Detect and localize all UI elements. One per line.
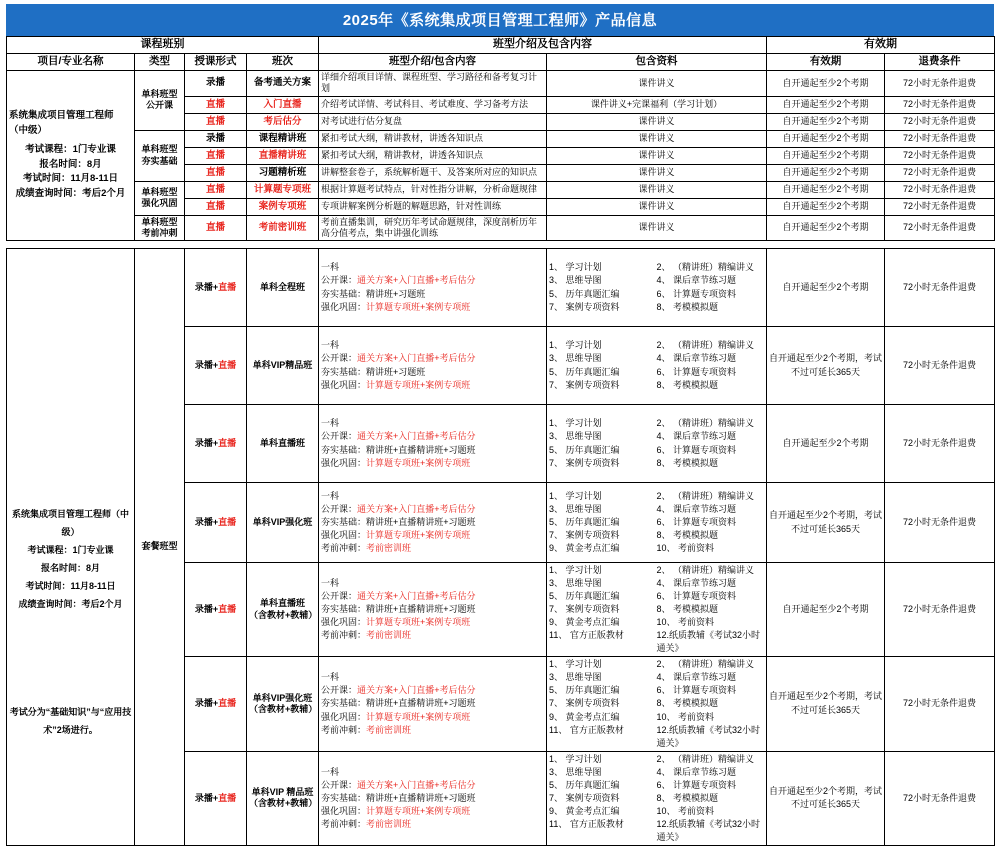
project-info-cell: 系统集成项目管理工程师（中级） 考试课程：1门专业课 报名时间：8月 考试时间：11月8-11日 成绩查询时间：考后2个月 (7, 71, 135, 241)
validity-cell: 自开通起至少2个考期 (767, 405, 885, 483)
materials-cell: 1、 学习计划 2、 （精讲班）精编讲义 3、 思维导图 4、 课后章节练习题 5、 历年真题汇编 6、 计算题专项资料 7、 案例专项资料 8、 考模模拟题 9、 黄金考点汇编 10、 考前资料 11、 官方正版教材 12.纸质教辅《考试32小时通关》 (547, 563, 767, 657)
class-name-cell: 考后估分 (247, 113, 319, 130)
refund-cell: 72小时无条件退费 (885, 198, 995, 215)
validity-cell: 自开通起至少2个考期 (767, 96, 885, 113)
class-name-cell: 考前密训班 (247, 215, 319, 241)
materials-cell: 1、 学习计划 2、 （精讲班）精编讲义 3、 思维导图 4、 课后章节练习题 5、 历年真题汇编 6、 计算题专项资料 7、 案例专项资料 8、 考模模拟题 (547, 405, 767, 483)
class-intro-cell: 紧扣考试大纲，精讲教材，讲透各知识点 (319, 130, 547, 147)
refund-cell: 72小时无条件退费 (885, 249, 995, 327)
materials-cell: 课件讲义 (547, 181, 767, 198)
validity-cell: 自开通起至少2个考期 (767, 71, 885, 97)
class-name-cell: 课程精讲班 (247, 130, 319, 147)
refund-cell: 72小时无条件退费 (885, 563, 995, 657)
class-name-cell: 单科直播班 （含教材+教辅） (247, 563, 319, 657)
class-intro-cell: 紧扣考试大纲，精讲教材，讲透各知识点 (319, 147, 547, 164)
teaching-mode-cell: 录播+直播 (185, 657, 247, 751)
class-name-cell: 单科VIP 精品班 （含教材+教辅） (247, 751, 319, 845)
col-project: 项目/专业名称 (7, 54, 135, 71)
teaching-mode-cell: 直播 (185, 113, 247, 130)
validity-cell: 自开通起至少2个考期 (767, 164, 885, 181)
class-name-cell: 计算题专项班 (247, 181, 319, 198)
refund-cell: 72小时无条件退费 (885, 130, 995, 147)
class-intro-cell: 一科 公开课：通关方案+入门直播+考后估分 夯实基础：精讲班+直播精讲班+习题班 强化巩固：计算题专项班+案例专项班 考前冲刺：考前密训班 (319, 657, 547, 751)
refund-cell: 72小时无条件退费 (885, 71, 995, 97)
teaching-mode-cell: 直播 (185, 96, 247, 113)
refund-cell: 72小时无条件退费 (885, 327, 995, 405)
refund-cell: 72小时无条件退费 (885, 483, 995, 563)
materials-cell: 课件讲义 (547, 198, 767, 215)
col-refund: 退费条件 (885, 54, 995, 71)
page-title: 2025年《系统集成项目管理工程师》产品信息 (6, 4, 994, 36)
class-name-cell: 单科全程班 (247, 249, 319, 327)
package-row (7, 249, 995, 327)
teaching-mode-cell: 直播 (185, 215, 247, 241)
class-name-cell: 案例专项班 (247, 198, 319, 215)
header-group-validity: 有效期 (767, 37, 995, 54)
teaching-mode-cell: 直播 (185, 181, 247, 198)
materials-cell: 1、 学习计划 2、 （精讲班）精编讲义 3、 思维导图 4、 课后章节练习题 5、 历年真题汇编 6、 计算题专项资料 7、 案例专项资料 8、 考模模拟题 9、 黄金考点汇编 10、 考前资料 (547, 483, 767, 563)
teaching-mode-cell: 录播 (185, 130, 247, 147)
validity-cell: 自开通起至少2个考期 (767, 563, 885, 657)
col-intro: 班型介绍/包含内容 (319, 54, 547, 71)
teaching-mode-cell: 录播+直播 (185, 405, 247, 483)
validity-cell: 自开通起至少2个考期 (767, 113, 885, 130)
validity-cell: 自开通起至少2个考期 (767, 215, 885, 241)
validity-cell: 自开通起至少2个考期，考试不过可延长365天 (767, 751, 885, 845)
teaching-mode-cell: 直播 (185, 164, 247, 181)
validity-cell: 自开通起至少2个考期 (767, 181, 885, 198)
class-intro-cell: 专项讲解案例分析题的解题思路，针对性训练 (319, 198, 547, 215)
single-course-table (6, 36, 995, 241)
package-type-cell: 套餐班型 (135, 249, 185, 846)
class-name-cell: 习题精析班 (247, 164, 319, 181)
class-intro-cell: 一科 公开课：通关方案+入门直播+考后估分 夯实基础：精讲班+习题班 强化巩固：计算题专项班+案例专项班 (319, 249, 547, 327)
package-project-info-cell: 系统集成项目管理工程师（中级） 考试课程：1门专业课 报名时间：8月 考试时间：11月8-11日 成绩查询时间：考后2个月 考试分为“基础知识”与“应用技术”2场进行。 (7, 249, 135, 846)
teaching-mode-cell: 录播+直播 (185, 483, 247, 563)
materials-cell: 1、 学习计划 2、 （精讲班）精编讲义 3、 思维导图 4、 课后章节练习题 5、 历年真题汇编 6、 计算题专项资料 7、 案例专项资料 8、 考模模拟题 (547, 249, 767, 327)
table-row (7, 215, 995, 241)
class-intro-cell: 一科 公开课：通关方案+入门直播+考后估分 夯实基础：精讲班+直播精讲班+习题班 强化巩固：计算题专项班+案例专项班 考前冲刺：考前密训班 (319, 563, 547, 657)
package-course-table (6, 248, 995, 846)
table-row (7, 181, 995, 198)
refund-cell: 72小时无条件退费 (885, 96, 995, 113)
class-name-cell: 单科VIP精品班 (247, 327, 319, 405)
header-group-course: 课程班别 (7, 37, 319, 54)
refund-cell: 72小时无条件退费 (885, 147, 995, 164)
validity-cell: 自开通起至少2个考期，考试不过可延长365天 (767, 657, 885, 751)
table-row (7, 71, 995, 97)
class-name-cell: 入门直播 (247, 96, 319, 113)
course-type-cell: 单科班型 强化巩固 (135, 181, 185, 215)
materials-cell: 课件讲义 (547, 215, 767, 241)
teaching-mode-cell: 录播+直播 (185, 751, 247, 845)
class-name-cell: 备考通关方案 (247, 71, 319, 97)
validity-cell: 自开通起至少2个考期 (767, 198, 885, 215)
class-name-cell: 单科VIP强化班 （含教材+教辅） (247, 657, 319, 751)
col-type: 类型 (135, 54, 185, 71)
materials-cell: 1、 学习计划 2、 （精讲班）精编讲义 3、 思维导图 4、 课后章节练习题 5、 历年真题汇编 6、 计算题专项资料 7、 案例专项资料 8、 考模模拟题 9、 黄金考点汇编 10、 考前资料 11、 官方正版教材 12.纸质教辅《考试32小时通关》 (547, 751, 767, 845)
header-col-row (7, 54, 995, 71)
class-intro-cell: 根据计算题考试特点，针对性指分讲解，分析命题规律 (319, 181, 547, 198)
materials-cell: 课件讲义 (547, 71, 767, 97)
course-type-cell: 单科班型 公开课 (135, 71, 185, 131)
col-class: 班次 (247, 54, 319, 71)
materials-cell: 1、 学习计划 2、 （精讲班）精编讲义 3、 思维导图 4、 课后章节练习题 5、 历年真题汇编 6、 计算题专项资料 7、 案例专项资料 8、 考模模拟题 9、 黄金考点汇编 10、 考前资料 11、 官方正版教材 12.纸质教辅《考试32小时通关》 (547, 657, 767, 751)
teaching-mode-cell: 直播 (185, 147, 247, 164)
refund-cell: 72小时无条件退费 (885, 181, 995, 198)
class-intro-cell: 详细介绍项目详情、课程班型、学习路径和备考复习计划 (319, 71, 547, 97)
teaching-mode-cell: 录播+直播 (185, 249, 247, 327)
refund-cell: 72小时无条件退费 (885, 657, 995, 751)
class-intro-cell: 讲解整套卷子，系统解析题干、及答案所对应的知识点 (319, 164, 547, 181)
col-mode: 授课形式 (185, 54, 247, 71)
refund-cell: 72小时无条件退费 (885, 113, 995, 130)
materials-cell: 课件讲义 (547, 130, 767, 147)
header-group-row (7, 37, 995, 54)
refund-cell: 72小时无条件退费 (885, 751, 995, 845)
materials-cell: 课件讲义 (547, 164, 767, 181)
table-row (7, 130, 995, 147)
col-valid: 有效期 (767, 54, 885, 71)
class-intro-cell: 介绍考试详情、考试科目、考试难度、学习备考方法 (319, 96, 547, 113)
class-name-cell: 单科VIP强化班 (247, 483, 319, 563)
validity-cell: 自开通起至少2个考期 (767, 249, 885, 327)
class-intro-cell: 一科 公开课：通关方案+入门直播+考后估分 夯实基础：精讲班+直播精讲班+习题班 强化巩固：计算题专项班+案例专项班 考前冲刺：考前密训班 (319, 483, 547, 563)
teaching-mode-cell: 录播 (185, 71, 247, 97)
teaching-mode-cell: 录播+直播 (185, 563, 247, 657)
class-intro-cell: 一科 公开课：通关方案+入门直播+考后估分 夯实基础：精讲班+习题班 强化巩固：计算题专项班+案例专项班 (319, 327, 547, 405)
materials-cell: 1、 学习计划 2、 （精讲班）精编讲义 3、 思维导图 4、 课后章节练习题 5、 历年真题汇编 6、 计算题专项资料 7、 案例专项资料 8、 考模模拟题 (547, 327, 767, 405)
materials-cell: 课件讲义 (547, 147, 767, 164)
course-type-cell: 单科班型 夯实基础 (135, 130, 185, 181)
class-intro-cell: 一科 公开课：通关方案+入门直播+考后估分 夯实基础：精讲班+直播精讲班+习题班 强化巩固：计算题专项班+案例专项班 (319, 405, 547, 483)
materials-cell: 课件讲义 (547, 113, 767, 130)
header-group-intro: 班型介绍及包含内容 (319, 37, 767, 54)
course-type-cell: 单科班型 考前冲刺 (135, 215, 185, 241)
class-intro-cell: 考前直播集训，研究历年考试命题规律，深度剖析历年高分值考点，集中讲强化训练 (319, 215, 547, 241)
class-intro-cell: 对考试进行估分复盘 (319, 113, 547, 130)
teaching-mode-cell: 录播+直播 (185, 327, 247, 405)
materials-cell: 课件讲义+完课福利（学习计划） (547, 96, 767, 113)
class-name-cell: 单科直播班 (247, 405, 319, 483)
validity-cell: 自开通起至少2个考期，考试不过可延长365天 (767, 327, 885, 405)
class-intro-cell: 一科 公开课：通关方案+入门直播+考后估分 夯实基础：精讲班+直播精讲班+习题班 强化巩固：计算题专项班+案例专项班 考前冲刺：考前密训班 (319, 751, 547, 845)
class-name-cell: 直播精讲班 (247, 147, 319, 164)
teaching-mode-cell: 直播 (185, 198, 247, 215)
validity-cell: 自开通起至少2个考期 (767, 130, 885, 147)
refund-cell: 72小时无条件退费 (885, 164, 995, 181)
col-material: 包含资料 (547, 54, 767, 71)
refund-cell: 72小时无条件退费 (885, 405, 995, 483)
refund-cell: 72小时无条件退费 (885, 215, 995, 241)
validity-cell: 自开通起至少2个考期 (767, 147, 885, 164)
validity-cell: 自开通起至少2个考期，考试不过可延长365天 (767, 483, 885, 563)
